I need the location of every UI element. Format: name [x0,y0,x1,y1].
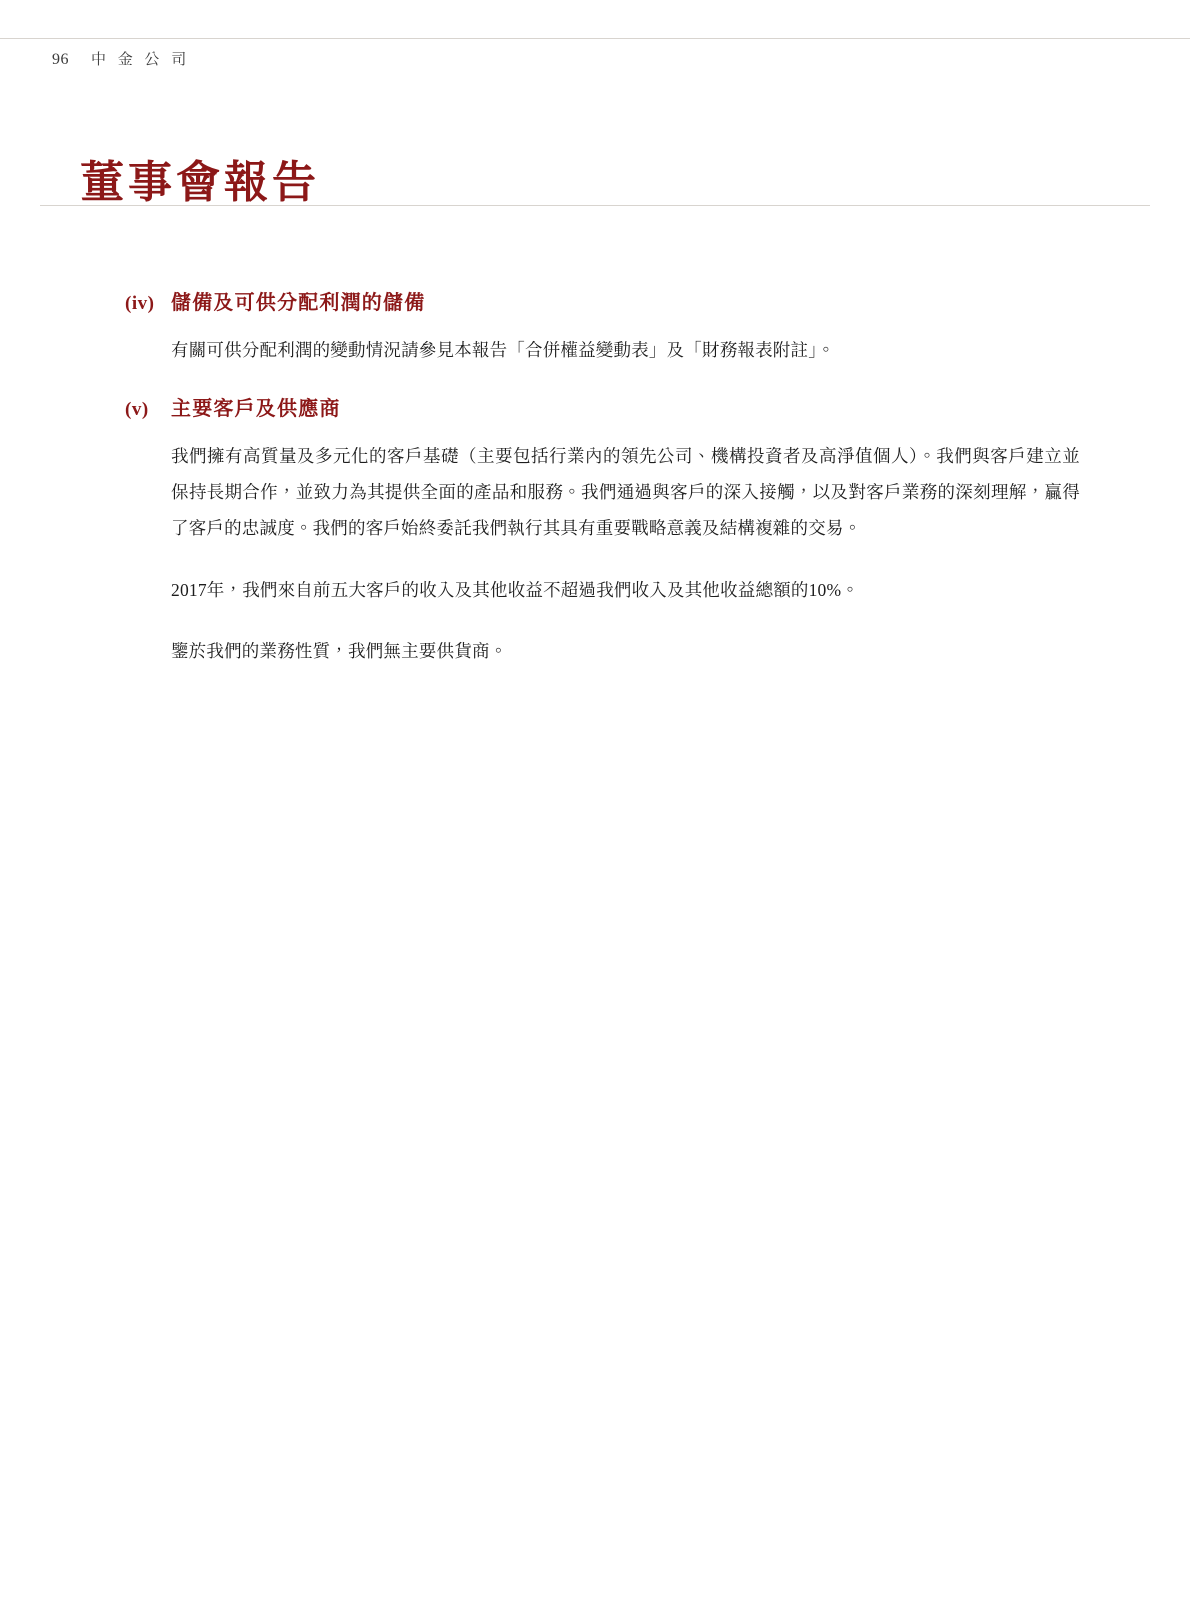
paragraph: 我們擁有高質量及多元化的客戶基礎（主要包括行業內的領先公司、機構投資者及高淨值個人）。我們與客戶建立並保持長期合作，並致力為其提供全面的產品和服務。我們通過與客戶的深入接觸，以及對客戶業務的深刻理解，贏得了客戶的忠誠度。我們的客戶始終委託我們執行其具有重要戰略意義及結構複雜的交易。 [171,445,1080,538]
section-marker: (v) [125,399,149,421]
header-rule [0,38,1190,39]
paragraph: 2017年，我們來自前五大客戶的收入及其他收益不超過我們收入及其他收益總額的10%。 [171,579,859,600]
section-title: 主要客戶及供應商 [171,396,341,421]
section-reserves [125,286,1080,368]
paragraph: 鑒於我們的業務性質，我們無主要供貨商。 [171,641,508,662]
paragraph: 有關可供分配利潤的變動情況請參見本報告「合併權益變動表」及「財務報表附註」。 [171,339,835,360]
page-content [125,262,1080,690]
company-name: 中 金 公 司 [91,52,191,68]
section-heading [125,392,1080,421]
section-major-customers-suppliers [125,392,1080,670]
page-title: 董事會報告 [80,157,320,209]
page-number: 96 [52,51,69,68]
section-title: 儲備及可供分配利潤的儲備 [171,290,426,314]
section-heading [125,286,1080,315]
section-marker: (iv) [125,293,155,314]
running-head [52,48,190,69]
title-rule [40,205,1150,206]
